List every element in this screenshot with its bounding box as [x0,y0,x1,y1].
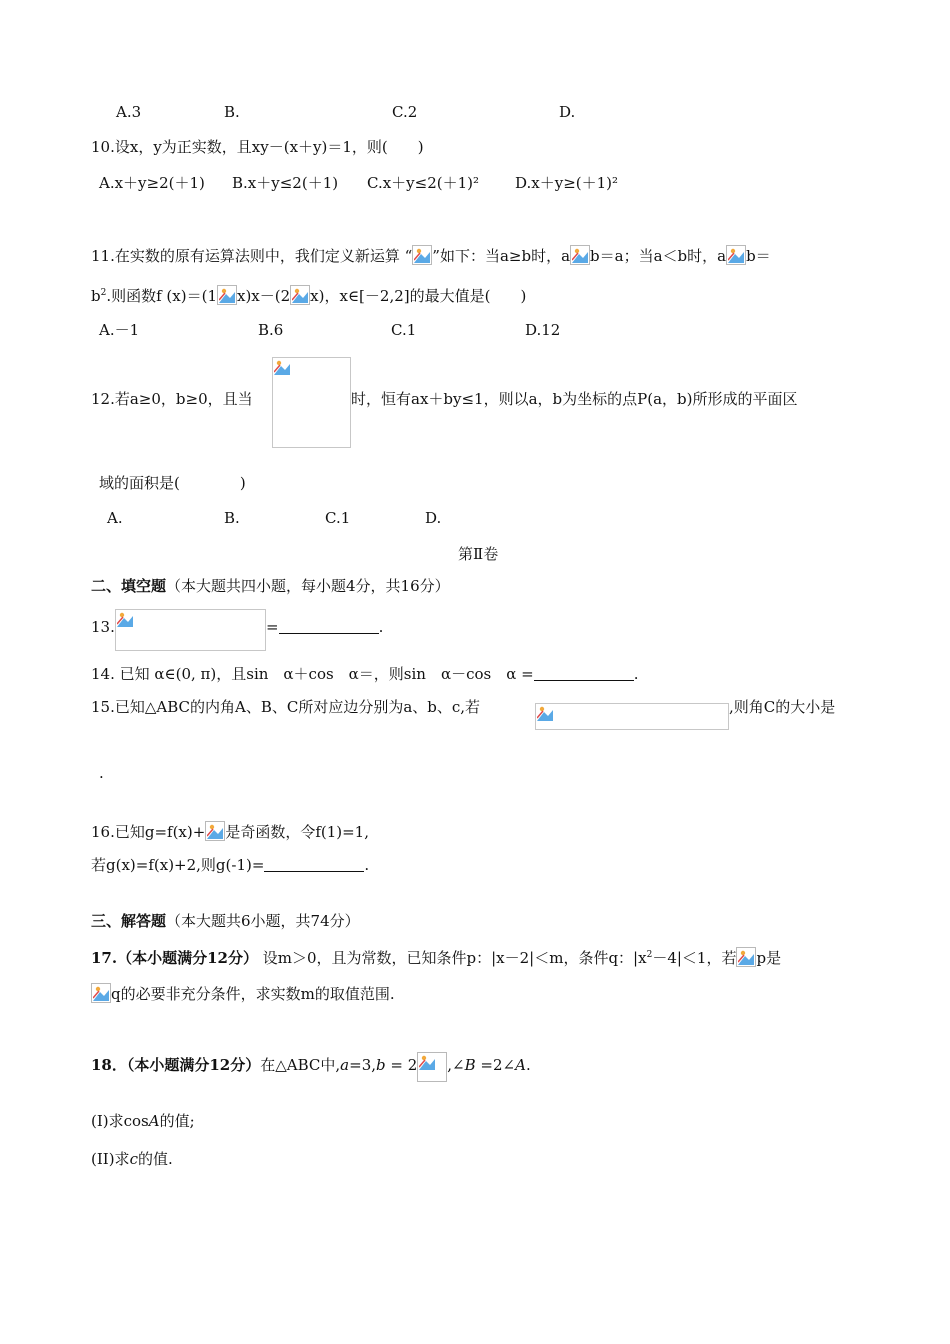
q18-sub1-text-2: 的值; [159,1112,195,1130]
q12-formula-image [272,357,351,448]
q17-text-2: －4|＜1，若 [652,949,737,967]
section-3-note: （本大题共6小题，共74分） [166,912,360,930]
q18-text-4: ,∠ [447,1056,465,1074]
q18-period: . [525,1056,531,1074]
broken-image-icon [570,245,590,265]
q18-sub2-text-2: 的值. [137,1150,173,1168]
broken-image-icon [412,245,432,265]
q13-label: 13. [91,618,115,636]
q12-stem-post: 时，恒有ax＋by≤1，则以a，b为坐标的点P(a，b)所形成的平面区 [351,390,798,408]
q18-sub2-var: c [129,1150,138,1168]
q14-line [91,664,638,684]
section-2-note: （本大题共四小题，每小题4分，共16分） [166,577,450,595]
broken-image-icon [290,285,310,305]
q18-var-a: a [340,1056,350,1074]
q15-stem: 15.已知△ABC的内角A、B、C所对应边分别为a、b、c,若 [91,698,481,716]
q15-formula-image [535,703,729,730]
q11-text-1: 11.在实数的原有运算法则中，我们定义新运算 “ [91,247,413,265]
q13-answer [266,617,383,637]
q11-text-5: b [91,287,101,305]
q16-answer-blank [264,857,364,872]
q13-answer-blank [279,619,379,634]
q9-option-c: C.2 [392,103,418,121]
q11-superscript: 2 [100,288,107,298]
part-title: 第Ⅱ卷 [458,545,499,563]
q18-var-A: A [515,1056,526,1074]
q14-answer-blank [534,666,634,681]
q18-sub-1 [91,1111,195,1131]
q18-sub-2 [91,1149,173,1169]
q11-line-2 [91,285,526,306]
q12-option-b: B. [224,509,240,527]
q17-superscript: 2 [646,950,653,960]
q12-option-d: D. [425,509,442,527]
q18-line-1 [91,1052,531,1082]
q17-line-1 [91,947,781,968]
q18-heading: 18．（本小题满分12分） [91,1056,261,1074]
q10-option-c: C.x＋y≤2(＋1)² [367,174,480,192]
q18-var-b: b [376,1056,386,1074]
broken-image-icon [726,245,746,265]
q18-text-5: =2∠ [475,1056,516,1074]
q18-sub2-text-1: (II)求 [91,1150,130,1168]
q9-option-d: D. [559,103,576,121]
q17-text-3: p是 [756,949,782,967]
q16-text-2: 是奇函数，令f(1)=1, [225,823,369,841]
section-2-heading [91,576,450,596]
q10-option-a: A.x＋y≥2(＋1) [99,174,205,192]
q10-option-d: D.x＋y≥(＋1)² [515,174,619,192]
section-2-title: 二、填空题 [91,577,167,595]
q14-period: . [633,665,639,683]
q11-option-a: A.－1 [99,321,140,339]
q14-text: 14. 已知 α∈(0, π)，且sin α＋cos α＝，则sin α－cos α = [91,665,534,683]
q15-stem-post: ,则角C的大小是 [729,698,836,716]
q11-text-3: b＝a；当a＜b时，a [590,247,727,265]
q12-option-c: C.1 [325,509,351,527]
q16-line-2 [91,855,369,875]
q18-text-2: =3, [349,1056,377,1074]
broken-image-icon [536,704,556,724]
q11-text-2: ”如下：当a≥b时，a [432,247,571,265]
q11-option-b: B.6 [258,321,284,339]
q12-option-a: A. [107,509,123,527]
broken-image-icon [273,358,293,378]
q13-formula-image [115,609,266,651]
q12-stem-pre: 12.若a≥0，b≥0，且当 [91,390,253,408]
q17-text-1: 设m＞0，且为常数，已知条件p：|x－2|＜m，条件q：|x [257,949,647,967]
broken-image-icon [116,610,136,630]
q16-text-3: 若g(x)=f(x)+2,则g(-1)= [91,856,265,874]
q16-text-1: 16.已知g=f(x)+ [91,823,206,841]
q11-text-8: x)，x∈[－2,2]的最大值是( ) [310,287,527,305]
broken-image-icon [91,983,111,1003]
q13-equals: = [266,618,279,636]
q18-sub1-var: A [148,1112,160,1130]
q9-option-a: A.3 [116,103,142,121]
q10-option-b: B.x＋y≤2(＋1) [232,174,339,192]
q11-text-4: b＝ [746,247,771,265]
q16-period: . [364,856,370,874]
q11-text-7: x)x－(2 [237,287,291,305]
q18-var-B: B [464,1056,476,1074]
q12-stem-cont: 域的面积是( ) [99,474,246,492]
section-3-title: 三、解答题 [91,912,167,930]
broken-image-icon [205,821,225,841]
q15-period: . [99,764,104,782]
q10-stem: 10.设x，y为正实数，且xy－(x＋y)＝1，则( ) [91,138,424,156]
q18-text-3: = 2 [385,1056,418,1074]
q11-option-d: D.12 [525,321,561,339]
broken-image-icon [736,947,756,967]
q11-option-c: C.1 [391,321,417,339]
q11-line-1 [91,245,771,266]
q13-period: . [378,618,384,636]
q18-text-1: 在△ABC中, [260,1056,341,1074]
broken-image-icon [217,285,237,305]
section-3-heading [91,911,360,931]
q17-heading: 17.（本小题满分12分） [91,949,258,967]
q17-line-2 [91,983,395,1004]
q11-text-6: .则函数f (x)＝(1 [106,287,217,305]
q16-line-1 [91,821,369,842]
q9-option-b: B. [224,103,240,121]
q18-sub1-text-1: (I)求cos [91,1112,149,1130]
q17-text-4: q的必要非充分条件，求实数m的取值范围. [111,985,395,1003]
broken-image-icon [417,1052,447,1082]
